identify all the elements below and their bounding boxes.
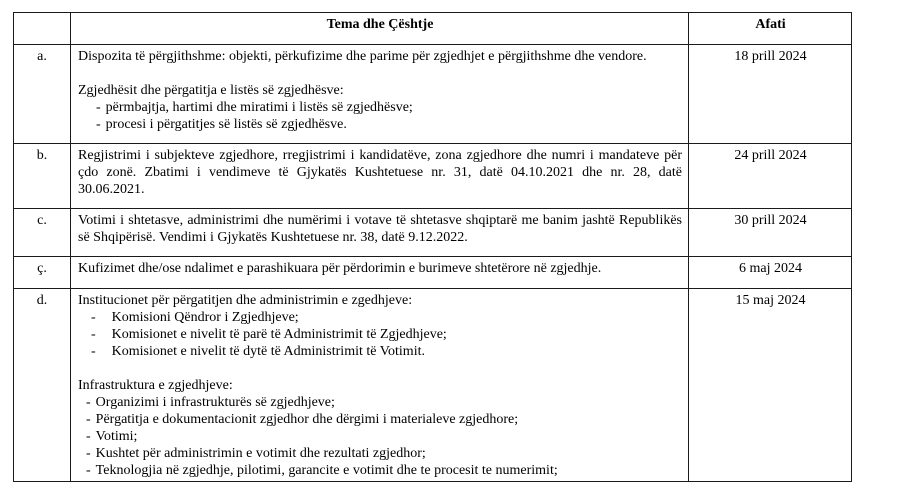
header-topic-cell: Tema dhe Çështje: [71, 13, 689, 45]
list-item: [78, 99, 682, 116]
list-item-text: përmbajtja, hartimi dhe miratimi i listës së zgjedhësve;: [105, 100, 413, 115]
list-item-text: Komisionet e nivelit të parë të Administrimit të Zgjedhjeve;: [111, 327, 447, 342]
row-letter: ç.: [14, 257, 71, 289]
table-row-a: [14, 45, 852, 144]
dash-marker: -: [91, 344, 96, 359]
deadline-cell: 30 prill 2024: [689, 209, 852, 257]
dash-marker: -: [96, 100, 101, 115]
dash-marker: -: [86, 412, 91, 427]
row-letter: b.: [14, 144, 71, 209]
list-item: [78, 411, 682, 428]
paragraph: Dispozita të përgjithshme: objekti, përkufizime dhe parime për zgjedhjet e përgjithshme dhe vendore.: [78, 49, 647, 64]
topic-cell: [71, 289, 689, 482]
list-item: [78, 343, 682, 360]
paragraph: Infrastruktura e zgjedhjeve:: [78, 378, 233, 393]
dash-marker: -: [91, 310, 96, 325]
table-row-d: [14, 289, 852, 482]
list-item-text: Votimi;: [95, 429, 138, 444]
list-item: [78, 445, 682, 462]
deadline-cell: 24 prill 2024: [689, 144, 852, 209]
list-item: [78, 462, 682, 479]
header-letter-cell: [14, 13, 71, 45]
list-item: [78, 309, 682, 326]
list-item: [78, 428, 682, 445]
dash-marker: -: [86, 446, 91, 461]
schedule-table: [13, 12, 852, 482]
paragraph: Zgjedhësit dhe përgatitja e listës së zgjedhësve:: [78, 83, 344, 98]
list-item-text: procesi i përgatitjes së listës së zgjedhësve.: [105, 117, 347, 132]
table-header-row: [14, 13, 852, 45]
dash-marker: -: [91, 327, 96, 342]
row-letter: c.: [14, 209, 71, 257]
paragraph: Regjistrimi i subjekteve zgjedhore, rregjistrimi i kandidatëve, zona zgjedhore dhe numri i mandateve për çdo zonë. Zbatimi i vendimeve të Gjykatës Kushtetuese nr. 31, datë 04.10.2021 dhe nr. 28, datë 30.06.2021.: [78, 148, 682, 197]
deadline-cell: 15 maj 2024: [689, 289, 852, 482]
paragraph: Kufizimet dhe/ose ndalimet e parashikuara për përdorimin e burimeve shtetërore në zgjedhje.: [78, 261, 602, 276]
table-row-c-cedilla: [14, 257, 852, 289]
list-item-text: Përgatitja e dokumentacionit zgjedhor dhe dërgimi i materialeve zgjedhore;: [95, 412, 519, 427]
paragraph: Votimi i shtetasve, administrimi dhe numërimi i votave të shtetasve shqiptarë me banim jashtë Republikës së Shqipërisë. Vendimi i Gjykatës Kushtetuese nr. 38, datë 9.12.2022.: [78, 213, 682, 245]
list-item-text: Teknologjia në zgjedhje, pilotimi, garancite e votimit dhe te procesit te numerimit;: [95, 463, 558, 478]
list-item-text: Komisioni Qëndror i Zgjedhjeve;: [111, 310, 299, 325]
table-row-b: [14, 144, 852, 209]
list-item-text: Kushtet për administrimin e votimit dhe rezultati zgjedhor;: [95, 446, 426, 461]
list-item-text: Organizimi i infrastrukturës së zgjedhjeve;: [95, 395, 335, 410]
list-item: [78, 116, 682, 133]
dash-marker: -: [96, 117, 101, 132]
paragraph: Institucionet për përgatitjen dhe administrimin e zgedhjeve:: [78, 293, 413, 308]
deadline-cell: 6 maj 2024: [689, 257, 852, 289]
dash-marker: -: [86, 429, 91, 444]
topic-cell: [71, 209, 689, 257]
header-deadline-cell: Afati: [689, 13, 852, 45]
topic-cell: [71, 257, 689, 289]
list-item: [78, 326, 682, 343]
row-letter: a.: [14, 45, 71, 144]
dash-marker: -: [86, 395, 91, 410]
deadline-cell: 18 prill 2024: [689, 45, 852, 144]
dash-marker: -: [86, 463, 91, 478]
row-letter: d.: [14, 289, 71, 482]
list-item: [78, 394, 682, 411]
list-item-text: Komisionet e nivelit të dytë të Administrimit të Votimit.: [111, 344, 425, 359]
table-row-c: [14, 209, 852, 257]
blank-line: [78, 360, 682, 377]
blank-line: [78, 65, 682, 82]
topic-cell: [71, 45, 689, 144]
topic-cell: [71, 144, 689, 209]
